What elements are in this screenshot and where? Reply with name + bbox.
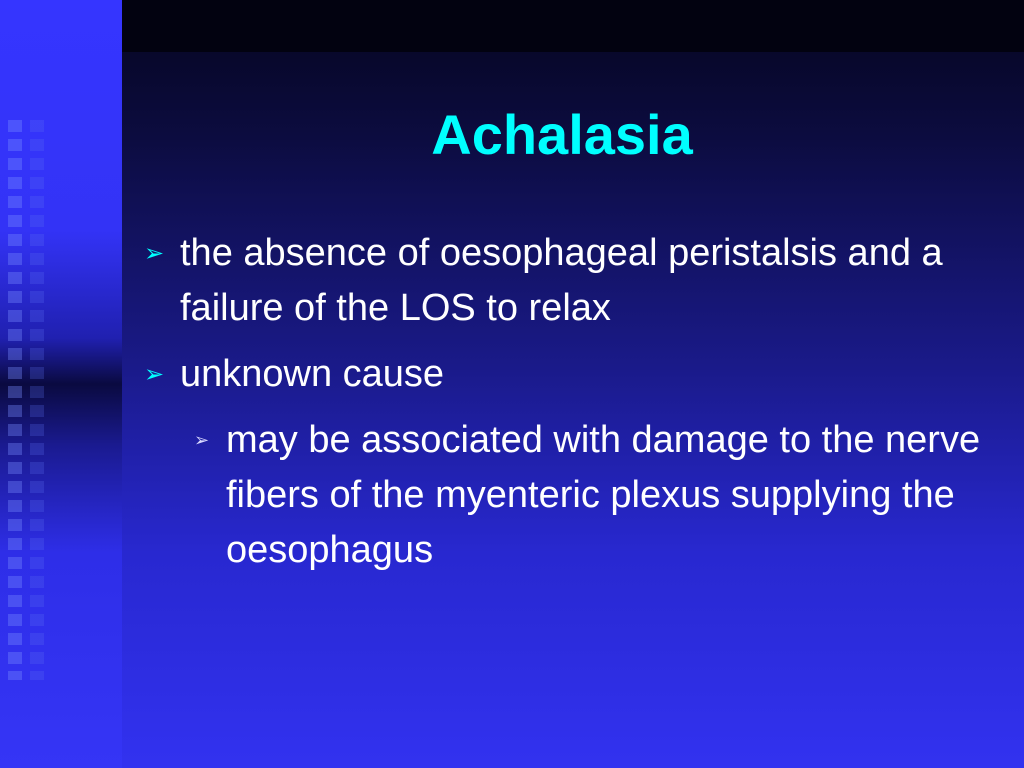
arrow-sub-bullet-icon: ➢ [194,430,210,450]
left-decorative-band [0,0,122,768]
decorative-squares [8,120,22,680]
sub-bullet-item [194,413,986,578]
arrow-bullet-icon: ➢ [144,240,165,267]
bullet-item [144,347,1000,402]
bullet-text: the absence of oesophageal peristalsis and a failure of the LOS to relax [180,232,943,329]
bullet-item [144,226,1000,336]
top-dark-strip [122,0,1024,52]
arrow-bullet-icon: ➢ [144,361,165,388]
bullet-text: unknown cause [180,353,445,395]
sub-bullet-text: may be associated with damage to the nerve fibers of the myenteric plexus supplying the oesophagus [226,419,981,571]
decorative-squares-faint [30,120,44,680]
slide-title: Achalasia [431,103,693,166]
